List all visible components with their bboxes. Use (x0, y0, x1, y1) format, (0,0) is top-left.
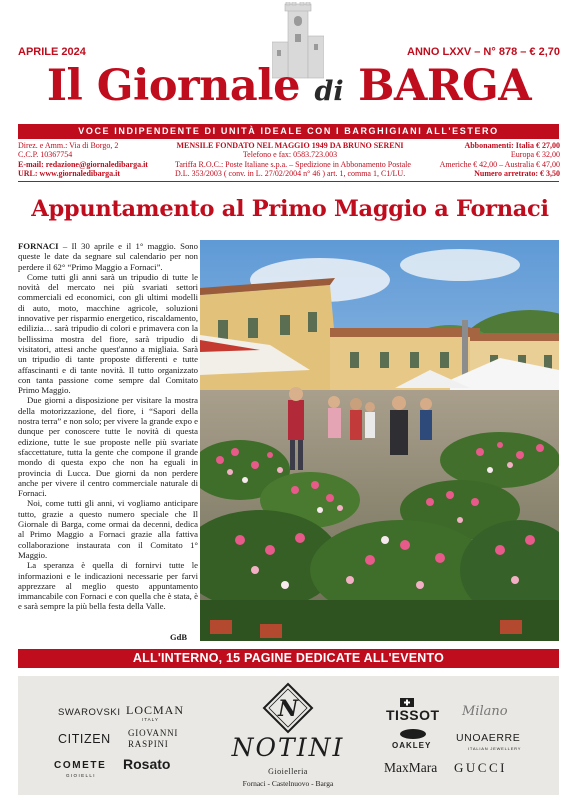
article-paragraph-1: – Il 30 aprile e il 1° maggio. Sono queste le date da segnare sul calendario per non perdere il 62° “Primo Maggio a Fornaci”. (18, 241, 198, 272)
title-place: BARGA (358, 61, 532, 111)
article-paragraph-4: Noi, come tutti gli anni, vi vogliamo anticipare tutto, grazie a questo numero speciale che Il Giornale di Barga, come ormai da decenni, dedica al Primo Maggio a Fornaci grazie alla fattiva collaborazione instaurata con il Comitato 1° Maggio. (18, 498, 198, 560)
brand-locman: LOCMAN (126, 703, 185, 717)
postal-line: Tariffa R.O.C.: Poste Italiane s.p.a. – Spedizione in Abbonamento Postale (175, 159, 411, 169)
article-paragraph (18, 241, 198, 272)
address-line: Direz. e Amm.: Via di Borgo, 2 (18, 141, 119, 150)
notini-monogram-icon (262, 682, 314, 734)
article-paragraph-3: Due giorni a disposizione per visitare la mostra della motorizzazione, del fiore, i “Sapori della nostra terra” e non solo; per vivere la grande expo e dunque per conoscere tutte le novità di questa edizione, tutte le sue proposte nelle più svariate sfaccettature, tutta la gente che compone il grande mondo di questa expo che non ha eguali in provincia di Lucca. Due giorni da non perdere anche per vivere il centro commerciale naturale di Fornaci. (18, 395, 198, 499)
inside-pages-banner: ALL'INTERNO, 15 PAGINE DEDICATE ALL'EVENTO (18, 649, 559, 668)
article-signature: GdB (170, 632, 188, 642)
ccp-line: C.C.P. 10367754 (18, 150, 73, 160)
title-main: Il Giornale (46, 61, 300, 111)
article-dateline: FORNACI (18, 241, 59, 251)
subscription-americas: Americhe € 42,00 – Australia € 47,00 (439, 159, 560, 169)
brand-oakley: OAKLEY (392, 741, 432, 750)
issue-number-price: ANNO LXXV – N° 878 – € 2,70 (407, 46, 560, 58)
oakley-ellipse-icon (398, 728, 428, 740)
brand-unoaerre: UNOAERRE (456, 732, 521, 744)
brand-comete-sub: GIOIELLI (66, 773, 96, 778)
header-divider (18, 181, 559, 182)
tissot-cross-icon (400, 698, 414, 707)
brand-giovanni: GIOVANNI (128, 728, 179, 738)
back-issue-price: Numero arretrato: € 3,50 (474, 169, 560, 179)
article-headline: Appuntamento al Primo Maggio a Fornaci (31, 196, 549, 222)
brand-gucci: GUCCI (454, 760, 507, 775)
brand-raspini: RASPINI (128, 739, 169, 749)
brand-citizen: CITIZEN (58, 732, 111, 746)
flower-market-photo (200, 240, 559, 641)
brand-locman-sub: ITALY (142, 717, 159, 722)
email-link[interactable]: E-mail: redazione@giornaledibarga.it (18, 159, 148, 169)
article-body (18, 241, 198, 612)
brand-swarovski: SWAROVSKI (58, 707, 121, 718)
svg-text:N: N (277, 696, 299, 722)
website-link[interactable]: URL: www.giornaledibarga.it (18, 169, 120, 179)
article-paragraph-2: Come tutti gli anni sarà un tripudio di tutte le novità del mercato nei più svariati settori commerciali ed economici, con gli ultimi modelli di auto, moto, macchine agricole, soluzioni innovative per risparmio energetico, riscaldamento, edilizia… sarà tripudio di colori e primavera con la bellissima mostra del fiore, sarà tripudio di visitatori, attesi anche quest'anno a migliaia. Sarà un tripudio di tante proposte differenti e tutte affascinanti e di tante novità. Il tutto organizzato con tanta passione come sempre dal Comitato Primo Maggio. (18, 271, 198, 396)
notini-locations: Fornaci - Castelnuovo - Barga (242, 779, 334, 788)
brand-unoaerre-sub: ITALIAN JEWELLERY (468, 746, 522, 751)
notini-subtitle: Gioielleria (268, 767, 308, 776)
jeweler-advertisement (18, 676, 559, 795)
title-di: di (314, 76, 344, 107)
brand-comete: COMETE (54, 760, 107, 771)
tagline-bar: VOCE INDIPENDENTE DI UNITÀ IDEALE CON I BARGHIGIANI ALL'ESTERO (18, 124, 559, 139)
founded-line: MENSILE FONDATO NEL MAGGIO 1949 DA BRUNO SERENI (176, 141, 404, 150)
article-paragraph-5: La speranza è quella di fornirvi tutte le informazioni e le indicazioni necessarie per farvi apprezzare al meglio questo appuntamento immancabile con Fornaci e con quella che è stata, è e sarà sempre la più bella festa della Valle. (18, 560, 198, 612)
brand-milano: Milano (462, 704, 508, 719)
newspaper-title (14, 60, 564, 118)
brand-tissot: TISSOT (386, 707, 440, 723)
subscription-europe: Europa € 32,00 (510, 150, 560, 160)
law-line: D.L. 353/2003 ( conv. in L. 27/02/2004 n° 46 ) art. 1, comma 1, C1/LU. (175, 169, 406, 179)
contact-info (18, 141, 148, 179)
brand-rosato: Rosato (123, 756, 171, 772)
brand-maxmara: MaxMara (384, 760, 438, 775)
subscription-italy: Abbonamenti: Italia € 27,00 (464, 141, 560, 150)
phone-line: Telefono e fax: 0583.723.003 (242, 150, 338, 160)
notini-name: NOTINI (231, 733, 345, 762)
publication-info (175, 141, 411, 179)
issue-date: APRILE 2024 (18, 46, 86, 58)
subscription-info (440, 141, 560, 179)
